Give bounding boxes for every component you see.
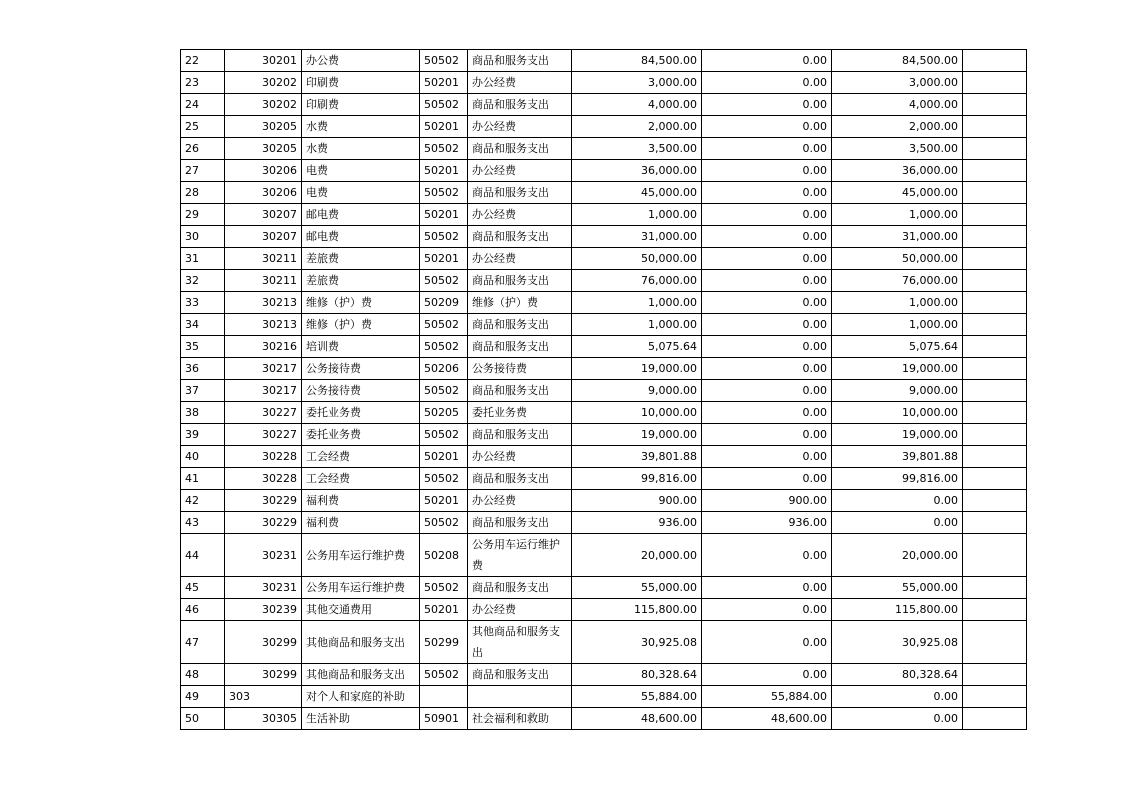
func-class-name: 商品和服务支出 — [468, 226, 572, 248]
table-row — [181, 402, 1027, 424]
econ-class-code: 30227 — [225, 402, 302, 424]
amount-total: 900.00 — [572, 490, 702, 512]
func-class-name: 社会福利和救助 — [468, 708, 572, 730]
amount-project: 84,500.00 — [832, 50, 963, 72]
amount-basic: 0.00 — [702, 50, 832, 72]
row-index: 41 — [181, 468, 225, 490]
func-class-code: 50502 — [420, 664, 468, 686]
func-class-name: 商品和服务支出 — [468, 577, 572, 599]
remark — [963, 380, 1027, 402]
econ-class-name: 差旅费 — [302, 270, 420, 292]
func-class-code: 50502 — [420, 380, 468, 402]
table-body — [181, 50, 1027, 730]
table-row — [181, 72, 1027, 94]
remark — [963, 138, 1027, 160]
row-index: 47 — [181, 621, 225, 664]
row-index: 49 — [181, 686, 225, 708]
func-class-code: 50502 — [420, 424, 468, 446]
amount-project: 9,000.00 — [832, 380, 963, 402]
table-row — [181, 490, 1027, 512]
table-row — [181, 380, 1027, 402]
amount-basic: 0.00 — [702, 577, 832, 599]
amount-project: 3,500.00 — [832, 138, 963, 160]
row-index: 43 — [181, 512, 225, 534]
func-class-code: 50299 — [420, 621, 468, 664]
econ-class-name: 公务接待费 — [302, 358, 420, 380]
func-class-code: 50201 — [420, 599, 468, 621]
table-row — [181, 512, 1027, 534]
amount-total: 48,600.00 — [572, 708, 702, 730]
remark — [963, 402, 1027, 424]
func-class-name: 其他商品和服务支出 — [468, 621, 572, 664]
table-row — [181, 621, 1027, 664]
func-class-code: 50502 — [420, 94, 468, 116]
row-index: 31 — [181, 248, 225, 270]
remark — [963, 577, 1027, 599]
amount-basic: 0.00 — [702, 292, 832, 314]
econ-class-name: 维修（护）费 — [302, 314, 420, 336]
table-row — [181, 358, 1027, 380]
remark — [963, 664, 1027, 686]
table-row — [181, 446, 1027, 468]
econ-class-code: 30206 — [225, 160, 302, 182]
amount-basic: 0.00 — [702, 226, 832, 248]
amount-total: 19,000.00 — [572, 424, 702, 446]
table-row — [181, 708, 1027, 730]
amount-project: 0.00 — [832, 512, 963, 534]
func-class-name: 商品和服务支出 — [468, 468, 572, 490]
amount-project: 76,000.00 — [832, 270, 963, 292]
remark — [963, 182, 1027, 204]
amount-basic: 0.00 — [702, 358, 832, 380]
table-row — [181, 226, 1027, 248]
func-class-name: 商品和服务支出 — [468, 380, 572, 402]
row-index: 22 — [181, 50, 225, 72]
econ-class-code: 30231 — [225, 534, 302, 577]
row-index: 39 — [181, 424, 225, 446]
amount-basic: 0.00 — [702, 402, 832, 424]
econ-class-name: 其他商品和服务支出 — [302, 621, 420, 664]
func-class-name: 委托业务费 — [468, 402, 572, 424]
remark — [963, 160, 1027, 182]
amount-basic: 0.00 — [702, 314, 832, 336]
remark — [963, 226, 1027, 248]
table-row — [181, 138, 1027, 160]
row-index: 33 — [181, 292, 225, 314]
amount-total: 55,884.00 — [572, 686, 702, 708]
row-index: 29 — [181, 204, 225, 226]
func-class-code: 50201 — [420, 248, 468, 270]
amount-project: 45,000.00 — [832, 182, 963, 204]
func-class-name — [468, 686, 572, 708]
amount-total: 4,000.00 — [572, 94, 702, 116]
amount-basic: 0.00 — [702, 270, 832, 292]
func-class-name: 商品和服务支出 — [468, 270, 572, 292]
amount-total: 2,000.00 — [572, 116, 702, 138]
func-class-name: 商品和服务支出 — [468, 94, 572, 116]
func-class-name: 维修（护）费 — [468, 292, 572, 314]
econ-class-name: 公务接待费 — [302, 380, 420, 402]
func-class-code: 50201 — [420, 160, 468, 182]
func-class-name: 商品和服务支出 — [468, 50, 572, 72]
remark — [963, 446, 1027, 468]
row-index: 37 — [181, 380, 225, 402]
func-class-name: 办公经费 — [468, 204, 572, 226]
amount-project: 5,075.64 — [832, 336, 963, 358]
amount-total: 20,000.00 — [572, 534, 702, 577]
func-class-code: 50206 — [420, 358, 468, 380]
row-index: 42 — [181, 490, 225, 512]
func-class-code: 50502 — [420, 314, 468, 336]
budget-table — [180, 49, 1027, 730]
table-row — [181, 248, 1027, 270]
remark — [963, 599, 1027, 621]
amount-project: 1,000.00 — [832, 204, 963, 226]
func-class-code: 50201 — [420, 490, 468, 512]
func-class-name: 办公经费 — [468, 490, 572, 512]
table-row — [181, 599, 1027, 621]
row-index: 34 — [181, 314, 225, 336]
amount-project: 39,801.88 — [832, 446, 963, 468]
econ-class-code: 30202 — [225, 94, 302, 116]
amount-basic: 0.00 — [702, 116, 832, 138]
econ-class-name: 水费 — [302, 138, 420, 160]
table-row — [181, 94, 1027, 116]
amount-total: 55,000.00 — [572, 577, 702, 599]
amount-basic: 0.00 — [702, 204, 832, 226]
table-row — [181, 468, 1027, 490]
econ-class-name: 福利费 — [302, 512, 420, 534]
row-index: 25 — [181, 116, 225, 138]
table-row — [181, 160, 1027, 182]
amount-basic: 0.00 — [702, 664, 832, 686]
econ-class-code: 30211 — [225, 270, 302, 292]
func-class-code: 50201 — [420, 72, 468, 94]
amount-project: 50,000.00 — [832, 248, 963, 270]
econ-class-name: 福利费 — [302, 490, 420, 512]
amount-total: 115,800.00 — [572, 599, 702, 621]
econ-class-code: 30213 — [225, 292, 302, 314]
econ-class-code: 30305 — [225, 708, 302, 730]
table-row — [181, 534, 1027, 577]
func-class-code: 50502 — [420, 182, 468, 204]
econ-class-code: 303 — [225, 686, 302, 708]
amount-basic: 0.00 — [702, 380, 832, 402]
amount-basic: 0.00 — [702, 182, 832, 204]
remark — [963, 292, 1027, 314]
amount-total: 50,000.00 — [572, 248, 702, 270]
amount-project: 99,816.00 — [832, 468, 963, 490]
econ-class-code: 30239 — [225, 599, 302, 621]
remark — [963, 358, 1027, 380]
econ-class-name: 工会经费 — [302, 446, 420, 468]
func-class-code: 50209 — [420, 292, 468, 314]
amount-total: 5,075.64 — [572, 336, 702, 358]
remark — [963, 204, 1027, 226]
func-class-name: 办公经费 — [468, 599, 572, 621]
amount-total: 80,328.64 — [572, 664, 702, 686]
amount-total: 3,000.00 — [572, 72, 702, 94]
row-index: 28 — [181, 182, 225, 204]
row-index: 36 — [181, 358, 225, 380]
amount-total: 76,000.00 — [572, 270, 702, 292]
func-class-name: 商品和服务支出 — [468, 664, 572, 686]
remark — [963, 248, 1027, 270]
amount-total: 3,500.00 — [572, 138, 702, 160]
econ-class-code: 30213 — [225, 314, 302, 336]
amount-basic: 0.00 — [702, 72, 832, 94]
func-class-name: 商品和服务支出 — [468, 182, 572, 204]
econ-class-name: 维修（护）费 — [302, 292, 420, 314]
econ-class-name: 办公费 — [302, 50, 420, 72]
econ-class-code: 30216 — [225, 336, 302, 358]
func-class-code: 50502 — [420, 512, 468, 534]
amount-basic: 0.00 — [702, 446, 832, 468]
econ-class-code: 30211 — [225, 248, 302, 270]
table-row — [181, 314, 1027, 336]
table-row — [181, 686, 1027, 708]
table-row — [181, 270, 1027, 292]
amount-basic: 0.00 — [702, 621, 832, 664]
remark — [963, 512, 1027, 534]
remark — [963, 50, 1027, 72]
amount-total: 45,000.00 — [572, 182, 702, 204]
func-class-code: 50901 — [420, 708, 468, 730]
amount-basic: 0.00 — [702, 336, 832, 358]
amount-basic: 0.00 — [702, 94, 832, 116]
func-class-code: 50201 — [420, 446, 468, 468]
row-index: 24 — [181, 94, 225, 116]
amount-total: 31,000.00 — [572, 226, 702, 248]
econ-class-name: 对个人和家庭的补助 — [302, 686, 420, 708]
amount-basic: 0.00 — [702, 160, 832, 182]
amount-project: 19,000.00 — [832, 358, 963, 380]
func-class-name: 办公经费 — [468, 248, 572, 270]
func-class-code: 50205 — [420, 402, 468, 424]
econ-class-name: 印刷费 — [302, 72, 420, 94]
econ-class-name: 生活补助 — [302, 708, 420, 730]
amount-project: 31,000.00 — [832, 226, 963, 248]
amount-basic: 0.00 — [702, 138, 832, 160]
func-class-code: 50502 — [420, 138, 468, 160]
row-index: 26 — [181, 138, 225, 160]
econ-class-name: 邮电费 — [302, 226, 420, 248]
amount-basic: 0.00 — [702, 468, 832, 490]
func-class-code: 50502 — [420, 50, 468, 72]
amount-project: 80,328.64 — [832, 664, 963, 686]
func-class-code: 50201 — [420, 204, 468, 226]
econ-class-code: 30217 — [225, 380, 302, 402]
row-index: 35 — [181, 336, 225, 358]
amount-basic: 0.00 — [702, 424, 832, 446]
func-class-name: 办公经费 — [468, 446, 572, 468]
amount-project: 115,800.00 — [832, 599, 963, 621]
func-class-code: 50201 — [420, 116, 468, 138]
econ-class-name: 差旅费 — [302, 248, 420, 270]
amount-project: 19,000.00 — [832, 424, 963, 446]
econ-class-name: 印刷费 — [302, 94, 420, 116]
remark — [963, 314, 1027, 336]
func-class-code: 50502 — [420, 336, 468, 358]
amount-project: 3,000.00 — [832, 72, 963, 94]
remark — [963, 336, 1027, 358]
amount-total: 39,801.88 — [572, 446, 702, 468]
table-row — [181, 664, 1027, 686]
func-class-name: 公务接待费 — [468, 358, 572, 380]
amount-basic: 900.00 — [702, 490, 832, 512]
econ-class-name: 其他交通费用 — [302, 599, 420, 621]
func-class-name: 办公经费 — [468, 72, 572, 94]
func-class-name: 商品和服务支出 — [468, 424, 572, 446]
amount-project: 10,000.00 — [832, 402, 963, 424]
row-index: 50 — [181, 708, 225, 730]
econ-class-name: 其他商品和服务支出 — [302, 664, 420, 686]
row-index: 46 — [181, 599, 225, 621]
func-class-name: 商品和服务支出 — [468, 512, 572, 534]
row-index: 30 — [181, 226, 225, 248]
amount-project: 4,000.00 — [832, 94, 963, 116]
row-index: 38 — [181, 402, 225, 424]
amount-total: 99,816.00 — [572, 468, 702, 490]
econ-class-code: 30207 — [225, 204, 302, 226]
func-class-code: 50502 — [420, 577, 468, 599]
econ-class-code: 30205 — [225, 116, 302, 138]
func-class-code: 50502 — [420, 226, 468, 248]
econ-class-name: 培训费 — [302, 336, 420, 358]
amount-basic: 936.00 — [702, 512, 832, 534]
func-class-code — [420, 686, 468, 708]
func-class-code: 50208 — [420, 534, 468, 577]
econ-class-name: 电费 — [302, 160, 420, 182]
row-index: 44 — [181, 534, 225, 577]
row-index: 40 — [181, 446, 225, 468]
func-class-name: 商品和服务支出 — [468, 314, 572, 336]
amount-project: 55,000.00 — [832, 577, 963, 599]
amount-project: 1,000.00 — [832, 314, 963, 336]
amount-basic: 0.00 — [702, 599, 832, 621]
econ-class-name: 公务用车运行维护费 — [302, 577, 420, 599]
amount-total: 30,925.08 — [572, 621, 702, 664]
remark — [963, 708, 1027, 730]
remark — [963, 94, 1027, 116]
amount-total: 1,000.00 — [572, 204, 702, 226]
func-class-name: 办公经费 — [468, 116, 572, 138]
econ-class-code: 30205 — [225, 138, 302, 160]
econ-class-name: 邮电费 — [302, 204, 420, 226]
amount-basic: 0.00 — [702, 534, 832, 577]
remark — [963, 490, 1027, 512]
amount-basic: 48,600.00 — [702, 708, 832, 730]
amount-total: 1,000.00 — [572, 314, 702, 336]
amount-total: 936.00 — [572, 512, 702, 534]
econ-class-code: 30207 — [225, 226, 302, 248]
func-class-name: 商品和服务支出 — [468, 336, 572, 358]
remark — [963, 116, 1027, 138]
remark — [963, 621, 1027, 664]
amount-total: 36,000.00 — [572, 160, 702, 182]
amount-basic: 55,884.00 — [702, 686, 832, 708]
table-row — [181, 116, 1027, 138]
row-index: 23 — [181, 72, 225, 94]
table-row — [181, 50, 1027, 72]
amount-project: 0.00 — [832, 708, 963, 730]
amount-total: 9,000.00 — [572, 380, 702, 402]
remark — [963, 72, 1027, 94]
amount-project: 30,925.08 — [832, 621, 963, 664]
amount-total: 10,000.00 — [572, 402, 702, 424]
func-class-name: 办公经费 — [468, 160, 572, 182]
table-row — [181, 182, 1027, 204]
econ-class-code: 30229 — [225, 512, 302, 534]
remark — [963, 468, 1027, 490]
table-row — [181, 292, 1027, 314]
row-index: 32 — [181, 270, 225, 292]
amount-total: 1,000.00 — [572, 292, 702, 314]
amount-project: 0.00 — [832, 686, 963, 708]
row-index: 45 — [181, 577, 225, 599]
econ-class-name: 委托业务费 — [302, 402, 420, 424]
econ-class-code: 30227 — [225, 424, 302, 446]
amount-project: 36,000.00 — [832, 160, 963, 182]
amount-total: 84,500.00 — [572, 50, 702, 72]
func-class-code: 50502 — [420, 468, 468, 490]
amount-project: 20,000.00 — [832, 534, 963, 577]
amount-total: 19,000.00 — [572, 358, 702, 380]
econ-class-name: 委托业务费 — [302, 424, 420, 446]
remark — [963, 424, 1027, 446]
amount-basic: 0.00 — [702, 248, 832, 270]
econ-class-code: 30201 — [225, 50, 302, 72]
econ-class-name: 工会经费 — [302, 468, 420, 490]
econ-class-code: 30231 — [225, 577, 302, 599]
econ-class-name: 电费 — [302, 182, 420, 204]
remark — [963, 686, 1027, 708]
func-class-name: 商品和服务支出 — [468, 138, 572, 160]
econ-class-code: 30229 — [225, 490, 302, 512]
func-class-code: 50502 — [420, 270, 468, 292]
func-class-name: 公务用车运行维护费 — [468, 534, 572, 577]
econ-class-name: 水费 — [302, 116, 420, 138]
row-index: 48 — [181, 664, 225, 686]
remark — [963, 270, 1027, 292]
table-row — [181, 336, 1027, 358]
amount-project: 2,000.00 — [832, 116, 963, 138]
econ-class-code: 30228 — [225, 468, 302, 490]
econ-class-name: 公务用车运行维护费 — [302, 534, 420, 577]
table-row — [181, 204, 1027, 226]
econ-class-code: 30299 — [225, 664, 302, 686]
table-row — [181, 577, 1027, 599]
table-row — [181, 424, 1027, 446]
amount-project: 1,000.00 — [832, 292, 963, 314]
econ-class-code: 30206 — [225, 182, 302, 204]
amount-project: 0.00 — [832, 490, 963, 512]
econ-class-code: 30202 — [225, 72, 302, 94]
econ-class-code: 30217 — [225, 358, 302, 380]
remark — [963, 534, 1027, 577]
row-index: 27 — [181, 160, 225, 182]
econ-class-code: 30299 — [225, 621, 302, 664]
econ-class-code: 30228 — [225, 446, 302, 468]
